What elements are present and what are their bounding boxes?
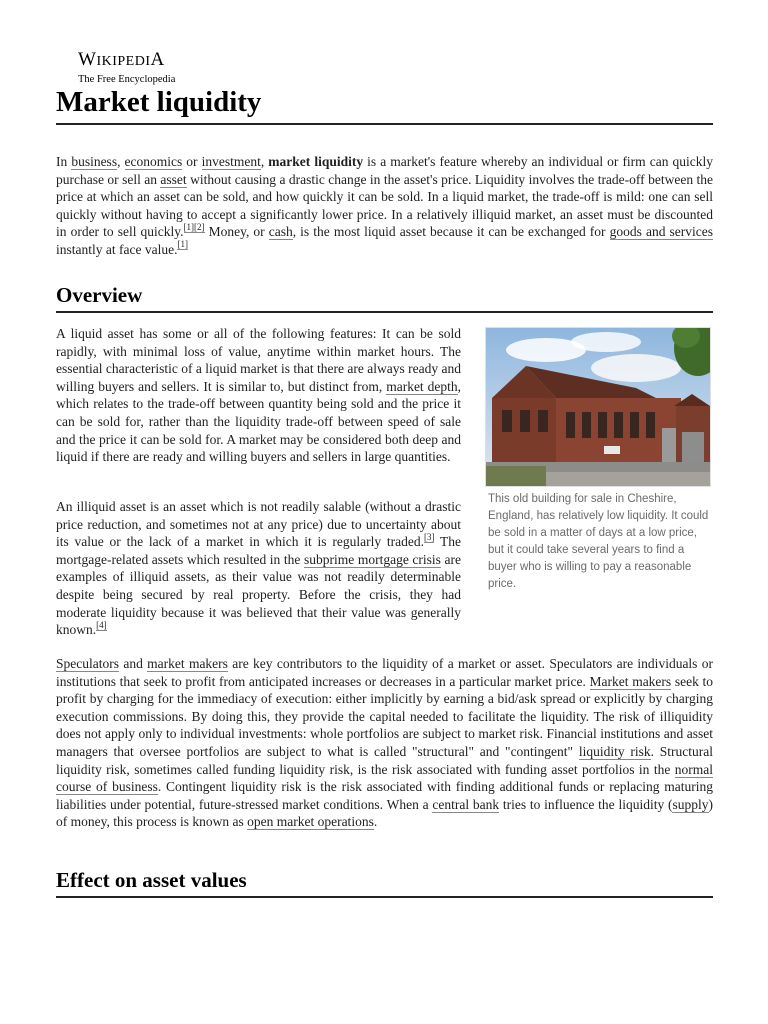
link-market-depth[interactable]: market depth	[386, 378, 458, 394]
ref-1-second[interactable]: [1]	[177, 239, 188, 250]
link-normal-course-of-business[interactable]: normal course of business	[56, 761, 713, 795]
link-subprime-mortgage-crisis[interactable]: subprime mortgage crisis	[304, 551, 441, 567]
logo-wordmark: WIKIPEDIA	[78, 49, 165, 70]
section-heading-overview: Overview	[56, 282, 713, 313]
overview-paragraph-3: Speculators and market makers are key contributors to the liquidity of a market or asset. Speculators are individuals or institutions that seek to profit from anticipated increases or decreases in a particular market price. Market makers seek to profit by charging for the immediacy of execution: either implicitly by earning a bid/ask spread or explicitly by charging execution commissions. By doing this, they provide the capital needed to facilitate the liquidity. The risk of illiquidity does not apply only to individual investments: whole portfolios are subject to market risk. Financial institutions and asset managers that oversee portfolios are subject to what is called "structural" and "contingent" liquidity risk. Structural liquidity risk, sometimes called funding liquidity risk, is the risk associated with funding asset portfolios in the normal course of business. Contingent liquidity risk is the risk associated with finding additional funds or replacing maturing liabilities under potential, future-stressed market conditions. When a central bank tries to influence the liquidity (supply) of money, this process is known as open market operations.	[56, 656, 714, 830]
link-speculators[interactable]: Speculators	[56, 656, 119, 671]
link-market-makers[interactable]: market makers	[147, 656, 228, 671]
link-asset[interactable]: asset	[160, 171, 187, 187]
wikipedia-logo[interactable]	[78, 50, 218, 86]
link-economics[interactable]: economics	[124, 154, 183, 169]
building-photo[interactable]	[485, 327, 711, 487]
lead-paragraph: In business, economics or investment, market liquidity is a market's feature whereby an individual or firm can quickly purchase or sell an asset without causing a drastic change in the asset's price. Liquidity involves the trade-off between the price at which an asset can be sold, and how quickly it can be sold. In a liquid market, the trade-off is mild: one can sell quickly without having to accept a significantly lower price. In a relatively illiquid market, an asset must be discounted in order to sell quickly.[1][2] Money, or cash, is the most liquid asset because it can be exchanged for goods and services instantly at face value.[1]	[56, 154, 714, 257]
ref-4[interactable]: [4]	[96, 619, 107, 630]
section-heading-effect-on-asset-values: Effect on asset values	[56, 867, 713, 898]
page-title: Market liquidity	[56, 84, 713, 125]
link-business[interactable]: business	[71, 154, 118, 169]
link-liquidity-risk[interactable]: liquidity risk	[578, 743, 651, 759]
link-central-bank[interactable]: central bank	[432, 796, 500, 812]
link-supply[interactable]: supply	[672, 796, 709, 812]
link-open-market-operations[interactable]: open market operations	[247, 814, 374, 830]
ref-2[interactable]: [2]	[194, 221, 205, 232]
figure-caption: This old building for sale in Cheshire, England, has relatively low liquidity. It could be sold in a matter of days at a low price, but it could take several years to find a buyer who is willing to pay a reasonable price.	[488, 493, 709, 590]
overview-paragraph-1: A liquid asset has some or all of the following features: It can be sold rapidly, with minimal loss of value, anytime within market hours. The essential characteristic of a liquid market is that there are always ready and willing buyers and sellers. It is similar to, but distinct from, market depth, which relates to the trade-off between quantity being sold and the price it can be sold for, rather than the liquidity trade-off between speed of sale and the price it can be sold for. A market may be considered both deep and liquid if there are ready and willing buyers and sellers in large quantities.	[56, 326, 461, 465]
ref-3[interactable]: [3]	[423, 531, 435, 542]
logo-tagline: The Free Encyclopedia	[78, 74, 176, 85]
link-investment[interactable]: investment	[201, 154, 261, 169]
link-market-makers-2[interactable]: Market makers	[589, 673, 672, 689]
overview-paragraph-2: An illiquid asset is an asset which is not readily salable (without a drastic price reduction, and sometimes not at any price) due to uncertainty about its value or the lack of a market in which it is regularly traded.[3] The mortgage-related assets which resulted in the subprime mortgage crisis are examples of illiquid assets, as their value was not readily determinable despite being secured by real property. Before the crisis, they had moderate liquidity because it was believed that their value was generally known.[4]	[56, 499, 461, 638]
ref-1[interactable]: [1]	[183, 221, 195, 232]
link-cash[interactable]: cash	[268, 224, 293, 240]
link-goods-and-services[interactable]: goods and services	[609, 224, 713, 240]
bold-term: market liquidity	[268, 154, 364, 169]
figure-building	[485, 327, 711, 593]
